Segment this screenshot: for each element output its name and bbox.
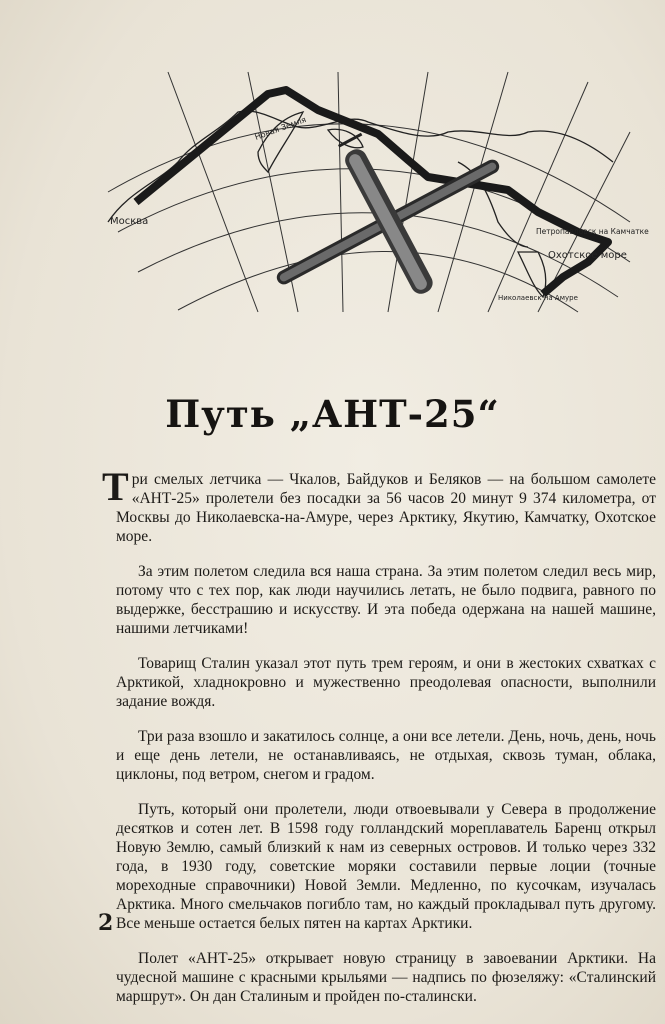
paragraph-1-text: ри смелых летчика — Чкалов, Байдуков и Беляков — на большом самолете «АНТ-25» пролетели без посадки за 56 часов 20 минут 9 374 километра, от Москвы до Николаевска-на-Амуре, через Арктику, Якутию, Камчатку, Охотское море. <box>116 471 656 545</box>
label-moscow: Москва <box>110 216 149 227</box>
route-map-illustration <box>108 72 649 312</box>
page-number: 2 <box>98 910 114 936</box>
label-novaya-zemlya: Новая Земля <box>253 114 308 142</box>
drop-cap: Т <box>102 464 129 509</box>
paragraph-4: Три раза взошло и закатилось солнце, а они все летели. День, ночь, день, ночь и еще день летели, не останавливаясь, не отдыхая, сквозь туман, облака, циклоны, под ветром, снегом и градом. <box>116 728 656 783</box>
label-okhotsk-sea: Охотское море <box>548 250 627 261</box>
article-body <box>102 464 656 1022</box>
paragraph-3: Товарищ Сталин указал этот путь трем героям, и они в жестоких схватках с Арктикой, хладнокровно и мужественно преодолевая опасности, выполнили задание вождя. <box>116 655 656 710</box>
paragraph-5: Путь, который они пролетели, люди отвоевывали у Севера в продолжение десятков и сотен лет. В 1598 году голландский мореплаватель Баренц открыл Новую Землю, самый близкий к нам из северных островов. И только через 332 года, в 1930 году, советские моряки составили первые лоции (точные мореходные справочники) Новой Земли. Медленно, по кусочкам, изучалась Арктика. Много смельчаков погибло там, но каждый прокладывал путь другому. Все меньше остается белых пятен на картах Арктики. <box>116 801 656 932</box>
page-title: Путь „АНТ-25“ <box>165 392 500 436</box>
paragraph-2: За этим полетом следила вся наша страна. За этим полетом следил весь мир, потому что с тех пор, как люди научились летать, не было подвига, равного по выдержке, бесстрашию и искусству. И эта победа одержана на нашей машине, нашими летчиками! <box>116 563 656 637</box>
label-petropavlovsk: Петропавловск на Камчатке <box>536 227 649 236</box>
paragraph-1 <box>102 464 656 546</box>
paragraph-6: Полет «АНТ-25» открывает новую страницу в завоевании Арктики. На чудесной машине с красными крыльями — надпись по фюзеляжу: «Сталинский маршрут». Он дан Сталиным и пройден по-сталински. <box>116 950 656 1005</box>
label-nikolaevsk: Николаевск на Амуре <box>498 294 578 302</box>
